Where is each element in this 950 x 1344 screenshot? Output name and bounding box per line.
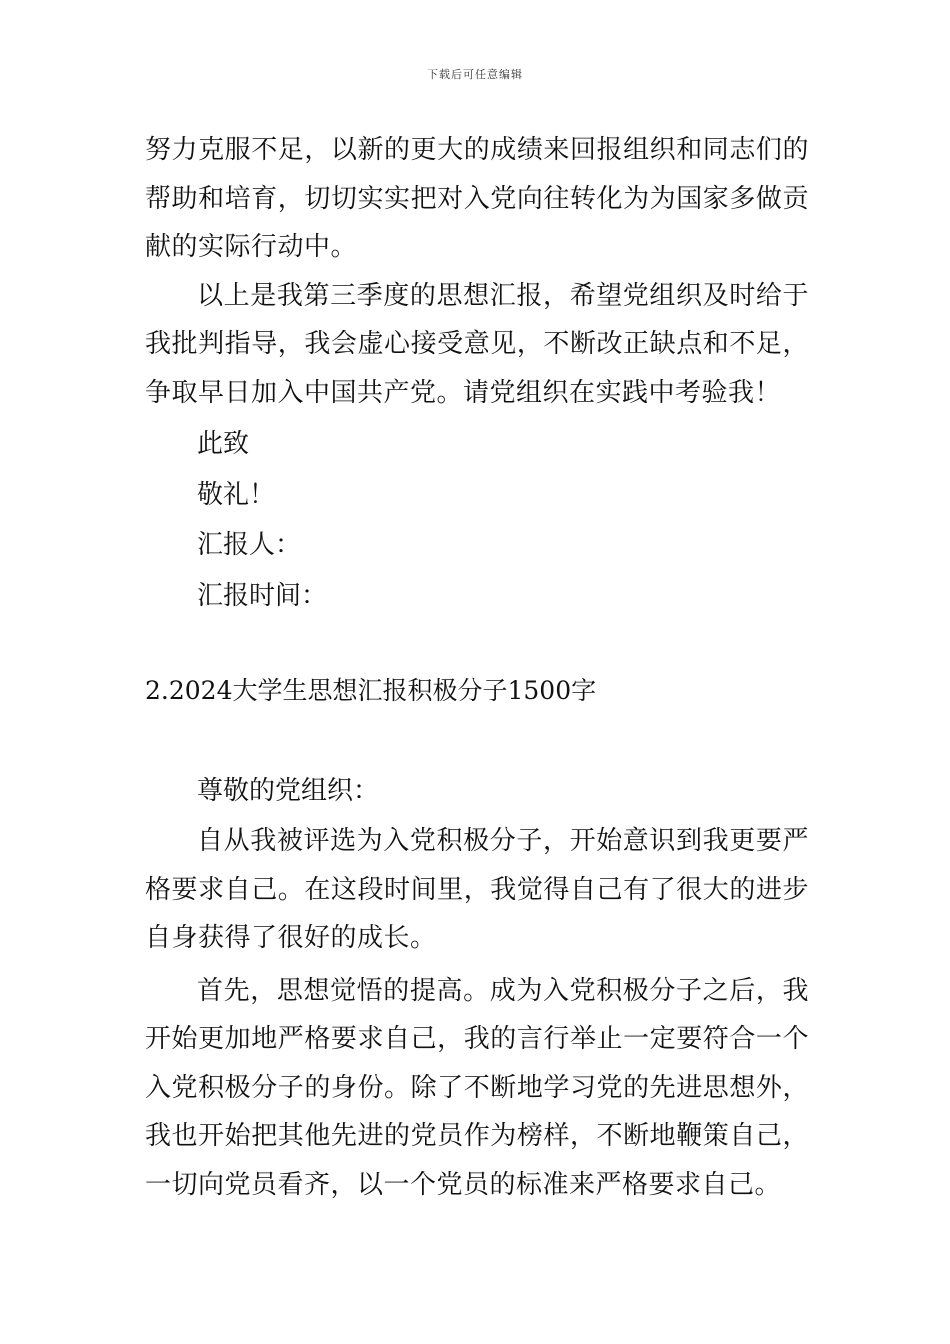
- paragraph-summary: 以上是我第三季度的思想汇报，希望党组织及时给于我批判指导，我会虚心接受意见，不断改正缺点和不足，争取早日加入中国共产党。请党组织在实践中考验我！: [145, 280, 809, 408]
- greeting: 尊敬的党组织：: [197, 776, 380, 806]
- paragraph-continued: 努力克服不足，以新的更大的成绩来回报组织和同志们的帮助和培育，切切实实把对入党向往转化为为国家多做贡献的实际行动中。: [145, 135, 809, 262]
- header-note: 下载后可任意编辑: [427, 68, 523, 81]
- closing-salute-2: 敬礼！: [197, 479, 276, 510]
- reporter-label: 汇报人：: [197, 530, 302, 560]
- paragraph-intro: 自从我被评选为入党积极分子，开始意识到我更要严格要求自己。在这段时间里，我觉得自己有了很大的进步自身获得了很好的成长。: [145, 826, 809, 953]
- report-time-label: 汇报时间：: [197, 580, 328, 611]
- document-body: [145, 126, 809, 1209]
- closing-salute-1: 此致: [197, 429, 250, 459]
- section-title: 2.2024大学生思想汇报积极分子1500字: [145, 676, 597, 705]
- paragraph-first-point: 首先，思想觉悟的提高。成为入党积极分子之后，我开始更加地严格要求自己，我的言行举止一定要符合一个入党积极分子的身份。除了不断地学习党的先进思想外，我也开始把其他先进的党员作为榜样，不断地鞭策自己，一切向党员看齐，以一个党员的标准来严格要求自己。: [145, 975, 809, 1200]
